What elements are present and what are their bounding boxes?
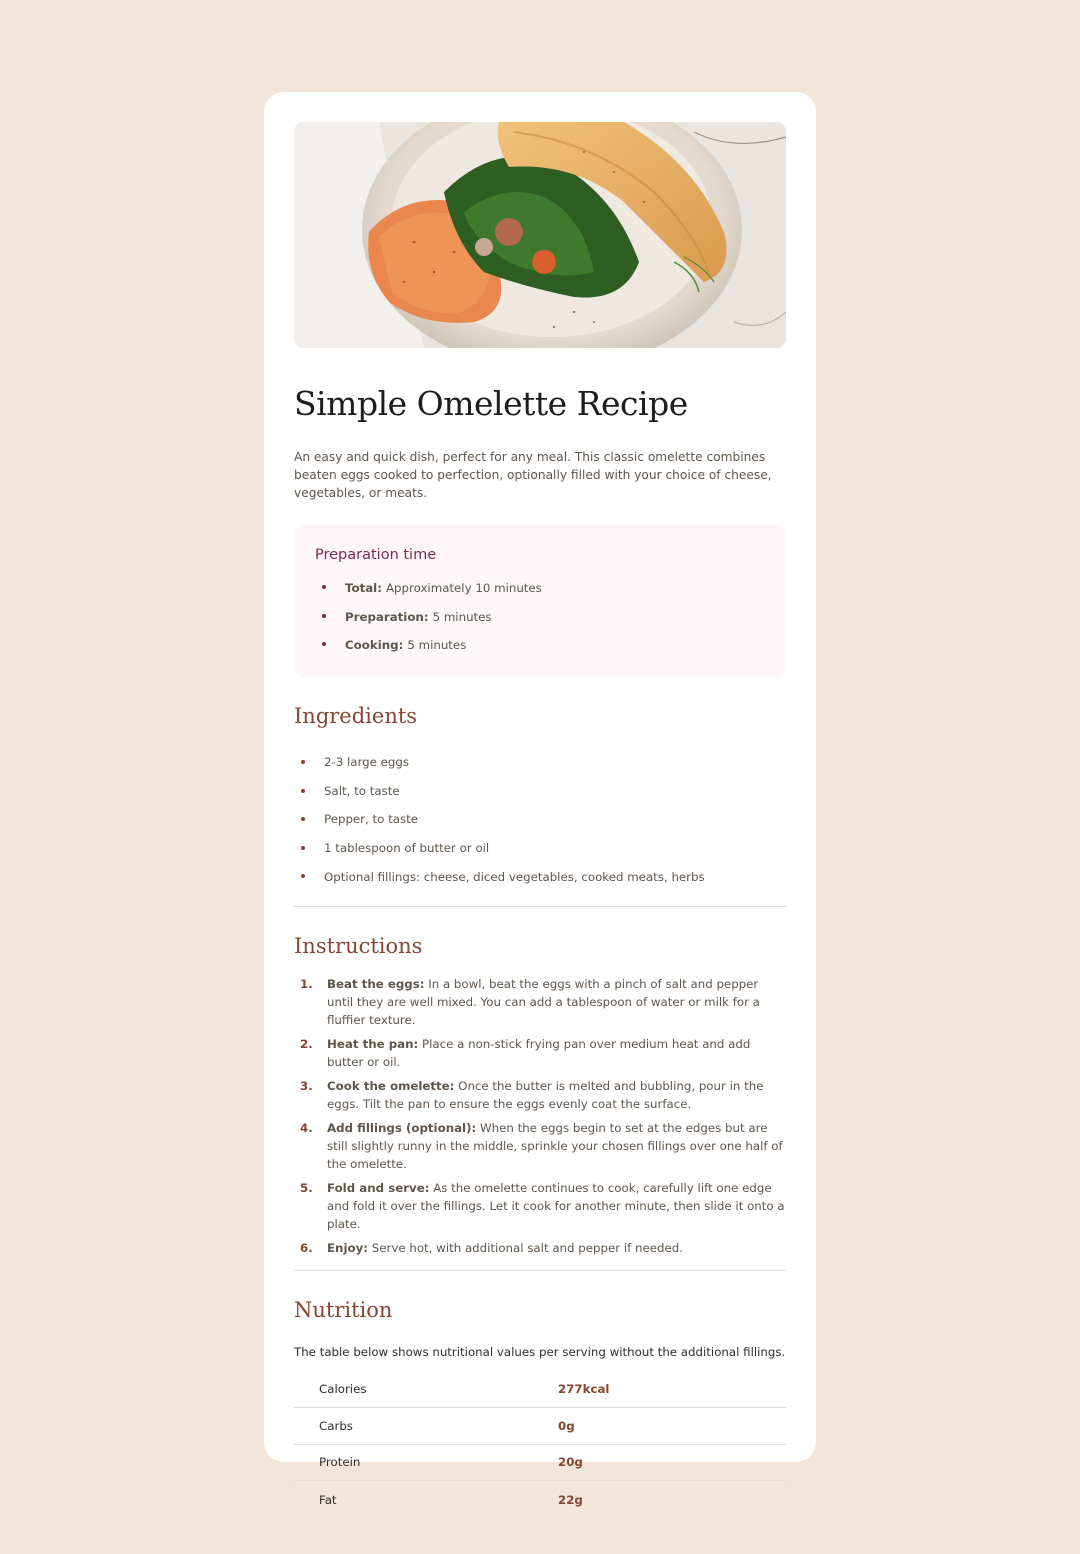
divider	[294, 906, 786, 907]
nutrient-value: 277kcal	[558, 1381, 610, 1396]
divider	[294, 1270, 786, 1271]
table-row	[294, 1445, 786, 1482]
step-key: Cook the omelette:	[327, 1078, 455, 1093]
recipe-intro: An easy and quick dish, perfect for any meal. This classic omelette combines beaten eggs cooked to perfection, optionally filled with your choice of cheese, vegetables, or meats.	[294, 450, 772, 500]
omelette-photo	[294, 122, 786, 348]
prep-value: 5 minutes	[407, 638, 467, 653]
step-text: Once the butter is melted and bubbling, pour in the eggs. Tilt the pan to ensure the eggs evenly coat the surface.	[327, 1078, 764, 1111]
step-key: Add fillings (optional):	[327, 1120, 477, 1135]
list-item	[294, 1179, 786, 1233]
nutrient-label: Carbs	[319, 1418, 353, 1433]
list-item: 1 tablespoon of butter or oil	[294, 834, 786, 863]
list-item	[294, 1119, 786, 1173]
step-number: 4.	[300, 1120, 313, 1135]
ingredients-list	[294, 748, 786, 891]
nutrition-section	[294, 1295, 786, 1518]
list-item	[294, 1077, 786, 1113]
ingredients-section	[294, 701, 786, 907]
preparation-time-list	[315, 574, 766, 660]
nutrition-intro: The table below shows nutritional values per serving without the additional fillings.	[294, 1344, 786, 1359]
step-key: Fold and serve:	[327, 1180, 430, 1195]
step-text: In a bowl, beat the eggs with a pinch of salt and pepper until they are well mixed. You can add a tablespoon of water or milk for a fluffier texture.	[327, 976, 760, 1027]
nutrient-value: 20g	[558, 1455, 583, 1470]
list-item: Pepper, to taste	[294, 805, 786, 834]
prep-value: 5 minutes	[432, 609, 492, 624]
list-item: 2-3 large eggs	[294, 748, 786, 777]
prep-key: Cooking:	[345, 638, 404, 653]
list-item	[315, 631, 766, 660]
list-item: Optional fillings: cheese, diced vegetables, cooked meats, herbs	[294, 862, 786, 891]
recipe-card	[264, 92, 816, 1507]
nutrient-value: 22g	[558, 1492, 583, 1507]
table-row	[294, 1481, 786, 1518]
preparation-time-title: Preparation time	[315, 547, 437, 563]
prep-value: Approximately 10 minutes	[385, 581, 542, 596]
nutrient-label: Calories	[319, 1381, 367, 1396]
list-item	[315, 574, 766, 603]
table-row	[294, 1408, 786, 1445]
step-key: Enjoy:	[327, 1240, 369, 1255]
ingredients-title: Ingredients	[294, 704, 418, 728]
step-number: 5.	[300, 1180, 313, 1195]
step-number: 1.	[300, 976, 313, 991]
step-text: Place a non-stick frying pan over medium heat and add butter or oil.	[327, 1036, 751, 1069]
instructions-list	[294, 975, 786, 1257]
instructions-title: Instructions	[294, 933, 423, 958]
list-item	[294, 1035, 786, 1071]
step-text: When the eggs begin to set at the edges but are still slightly runny in the middle, sprinkle your chosen fillings over one half of the omelette.	[327, 1120, 783, 1171]
step-number: 2.	[300, 1036, 313, 1051]
prep-key: Preparation:	[345, 609, 429, 624]
step-text: Serve hot, with additional salt and pepper if needed.	[371, 1240, 683, 1255]
step-key: Beat the eggs:	[327, 976, 425, 991]
nutrient-label: Fat	[319, 1492, 337, 1507]
list-item: Salt, to taste	[294, 777, 786, 806]
table-row	[294, 1371, 786, 1408]
step-number: 3.	[300, 1078, 313, 1093]
page-title: Simple Omelette Recipe	[294, 384, 688, 423]
preparation-time-box	[294, 525, 786, 677]
nutrition-title: Nutrition	[294, 1297, 393, 1322]
list-item	[315, 603, 766, 632]
step-text: As the omelette continues to cook, carefully lift one edge and fold it over the fillings. Let it cook for another minute, then slide it onto a plate.	[327, 1180, 785, 1231]
nutrient-label: Protein	[319, 1455, 361, 1470]
step-number: 6.	[300, 1240, 313, 1255]
list-item	[294, 1239, 786, 1257]
prep-key: Total:	[345, 581, 382, 596]
nutrient-value: 0g	[558, 1418, 575, 1433]
nutrition-table	[294, 1371, 786, 1518]
step-key: Heat the pan:	[327, 1036, 419, 1051]
instructions-section	[294, 931, 786, 1271]
list-item	[294, 975, 786, 1029]
